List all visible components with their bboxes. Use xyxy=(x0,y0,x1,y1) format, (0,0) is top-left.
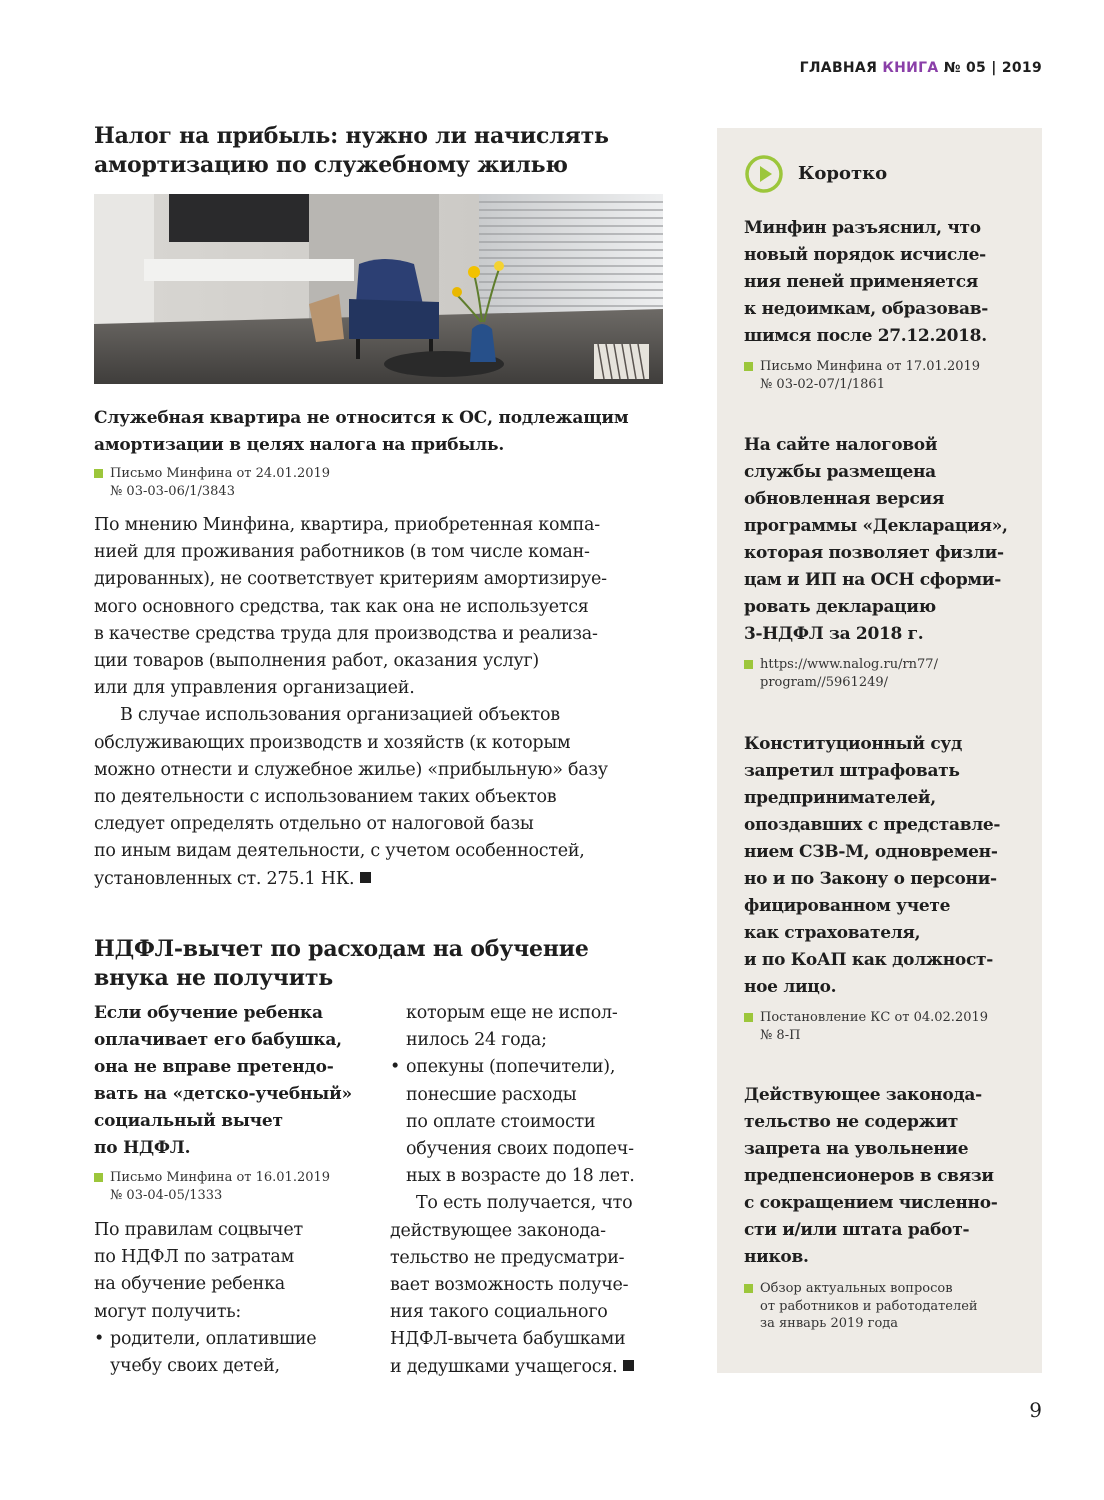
lead-line: ровать декларацию xyxy=(744,597,936,617)
text-line: следует определять отдельно от налоговой базы xyxy=(94,814,534,835)
article2-right-column xyxy=(390,1000,690,1381)
brand-main: ГЛАВНАЯ xyxy=(799,60,878,76)
issue-number: № 05 | 2019 xyxy=(943,60,1042,76)
source-link[interactable]: program//5961249/ xyxy=(760,674,889,690)
article2-lead-line: Если обучение ребенка xyxy=(94,1003,323,1023)
lead-line: которая позволяет физли- xyxy=(744,543,1004,563)
apartment-photo xyxy=(94,194,663,384)
text-line: и дедушками учащегося. xyxy=(390,1356,618,1377)
lead-line: цам и ИП на ОСН сформи- xyxy=(744,570,1001,590)
article2-title-line: внука не получить xyxy=(94,965,333,991)
text-line: нилось 24 года; xyxy=(406,1030,547,1051)
lead-line: как страхователя, xyxy=(744,923,921,943)
sidebar-title: Коротко xyxy=(798,163,888,184)
lead-line: нием СЗВ-М, одновремен- xyxy=(744,842,998,862)
article1-title-line: амортизацию по служебному жилью xyxy=(94,152,568,178)
lead-line: фицированном учете xyxy=(744,896,951,916)
lead-line: сти и/или штата работ- xyxy=(744,1220,970,1240)
source-line: Обзор актуальных вопросов xyxy=(760,1281,953,1296)
text-line: • родители, оплатившие xyxy=(110,1328,317,1349)
play-icon xyxy=(744,154,784,194)
lead-line: запрета на увольнение xyxy=(744,1139,969,1159)
article1-paragraph-1 xyxy=(94,512,684,702)
text-line: по деятельности с использованием таких объектов xyxy=(94,787,557,808)
magazine-header xyxy=(800,60,1042,76)
lead-line: предпенсионеров в связи xyxy=(744,1166,994,1186)
article1-paragraph-2 xyxy=(94,702,684,892)
lead-line: программы «Декларация», xyxy=(744,516,1008,536)
lead-line: Действующее законода- xyxy=(744,1085,982,1105)
article2-lead xyxy=(94,1000,379,1162)
article2-title-line: НДФЛ-вычет по расходам на обучение xyxy=(94,936,589,962)
source-bullet xyxy=(94,1173,103,1182)
source-line: № 8-П xyxy=(760,1027,801,1043)
text-line: обслуживающих производств и хозяйств (к которым xyxy=(94,732,571,753)
text-line: можно отнести и служебное жилье) «прибыльную» базу xyxy=(94,759,608,780)
lead-line: ния пеней применяется xyxy=(744,272,979,292)
lead-line: и по КоАП как должност- xyxy=(744,950,993,970)
source-line: № 03-02-07/1/1861 xyxy=(760,376,885,392)
article1-title-line: Налог на прибыль: нужно ли начислять xyxy=(94,123,609,149)
text-line: тельство не предусматри- xyxy=(390,1247,625,1268)
source-line: Письмо Минфина от 24.01.2019 xyxy=(110,466,331,481)
lead-line: На сайте налоговой xyxy=(744,435,938,455)
article1-lead-line: Служебная квартира не относится к ОС, подлежащим xyxy=(94,408,629,428)
sidebar-item-1-source xyxy=(744,358,1024,393)
source-bullet xyxy=(744,660,753,669)
lead-line: к недоимкам, образовав- xyxy=(744,299,988,319)
lead-line: обновленная версия xyxy=(744,489,945,509)
lead-line: Минфин разъяснил, что xyxy=(744,218,981,238)
article2-lead-line: вать на «детско-учебный» xyxy=(94,1084,352,1104)
source-line: Постановление КС от 04.02.2019 xyxy=(760,1010,989,1025)
article1-body xyxy=(94,512,684,893)
text-line: могут получить: xyxy=(94,1301,242,1322)
source-bullet xyxy=(94,469,103,478)
bullet-item-parents xyxy=(94,1326,379,1380)
source-bullet xyxy=(744,1284,753,1293)
source-line: № 03-03-06/1/3843 xyxy=(110,484,235,499)
article2-source xyxy=(94,1169,379,1205)
article1-title xyxy=(94,122,674,180)
text-line: действующее законода- xyxy=(390,1220,606,1241)
source-bullet xyxy=(744,1013,753,1022)
lead-line: ное лицо. xyxy=(744,977,837,997)
source-line: за январь 2019 года xyxy=(760,1316,899,1331)
text-line: на обучение ребенка xyxy=(94,1274,285,1295)
text-line: В случае использования организацией объектов xyxy=(120,705,560,726)
article1-lead-line: амортизации в целях налога на прибыль. xyxy=(94,435,505,455)
text-line: ных в возрасте до 18 лет. xyxy=(406,1166,635,1187)
lead-line: тельство не содержит xyxy=(744,1112,959,1132)
article2-lead-line: она не вправе претендо- xyxy=(94,1057,334,1077)
text-line: по иным видам деятельности, с учетом особенностей, xyxy=(94,841,585,862)
article2-lead-line: по НДФЛ. xyxy=(94,1138,191,1158)
article2-lead-line: социальный вычет xyxy=(94,1111,283,1131)
end-mark xyxy=(360,872,371,883)
source-line: Письмо Минфина от 16.01.2019 xyxy=(110,1170,331,1185)
text-line: по НДФЛ по затратам xyxy=(94,1247,294,1268)
end-mark xyxy=(623,1360,634,1371)
text-line: По мнению Минфина, квартира, приобретенная компа- xyxy=(94,515,600,535)
text-line: которым еще не испол- xyxy=(406,1003,618,1023)
source-link[interactable]: https://www.nalog.ru/rn77/ xyxy=(760,657,938,672)
text-line: То есть получается, что xyxy=(416,1193,633,1214)
text-line: установленных ст. 275.1 НК. xyxy=(94,868,355,889)
text-line: обучения своих подопеч- xyxy=(406,1139,634,1160)
sidebar-item-3-source xyxy=(744,1009,1024,1044)
text-line: По правилам соцвычет xyxy=(94,1220,303,1240)
text-line: понесшие расходы xyxy=(406,1084,577,1105)
text-line: • опекуны (попечители), xyxy=(406,1057,616,1078)
text-line: НДФЛ-вычета бабушками xyxy=(390,1329,626,1350)
sidebar-item-4-lead xyxy=(744,1082,1029,1271)
sidebar-item-3-lead xyxy=(744,731,1029,1001)
article1-source xyxy=(94,465,494,501)
text-line: или для управления организацией. xyxy=(94,678,415,699)
lead-line: ников. xyxy=(744,1247,809,1267)
text-line: по оплате стоимости xyxy=(406,1111,596,1132)
sidebar-item-1-lead xyxy=(744,215,1029,350)
sidebar-item-2-source xyxy=(744,656,1024,691)
text-line: ния такого социального xyxy=(390,1302,608,1323)
text-line: в качестве средства труда для производства и реализа- xyxy=(94,623,598,644)
article2-lead-line: оплачивает его бабушка, xyxy=(94,1030,342,1050)
bullet-item-guardians xyxy=(390,1054,690,1190)
text-line: учебу своих детей, xyxy=(110,1356,280,1377)
source-line: Письмо Минфина от 17.01.2019 xyxy=(760,359,981,374)
source-line: № 03-04-05/1333 xyxy=(110,1188,223,1203)
article1-lead xyxy=(94,405,674,459)
lead-line: шимся после 27.12.2018. xyxy=(744,326,987,346)
page-number: 9 xyxy=(1029,1398,1042,1422)
article2-title xyxy=(94,935,674,993)
lead-line: запретил штрафовать xyxy=(744,761,960,781)
lead-line: Конституционный суд xyxy=(744,734,962,754)
text-line: вает возможность получе- xyxy=(390,1275,629,1296)
source-line: от работников и работодателей xyxy=(760,1298,978,1314)
article2-left-column xyxy=(94,1217,379,1380)
source-bullet xyxy=(744,362,753,371)
sidebar-item-2-lead xyxy=(744,432,1029,648)
text-line: дированных), не соответствует критериям амортизируе- xyxy=(94,569,607,590)
lead-line: с сокращением численно- xyxy=(744,1193,998,1213)
lead-line: службы размещена xyxy=(744,462,936,482)
lead-line: 3-НДФЛ за 2018 г. xyxy=(744,624,924,644)
lead-line: новый порядок исчисле- xyxy=(744,245,986,265)
sidebar-item-4-source xyxy=(744,1280,1024,1333)
brand-accent: КНИГА xyxy=(882,60,939,76)
lead-line: но и по Закону о персони- xyxy=(744,869,997,889)
text-line: ции товаров (выполнения работ, оказания услуг) xyxy=(94,651,540,672)
lead-line: предпринимателей, xyxy=(744,788,936,808)
text-line: нией для проживания работников (в том числе коман- xyxy=(94,542,590,563)
text-line: мого основного средства, так как она не используется xyxy=(94,596,589,617)
lead-line: опоздавших с представле- xyxy=(744,815,1001,835)
